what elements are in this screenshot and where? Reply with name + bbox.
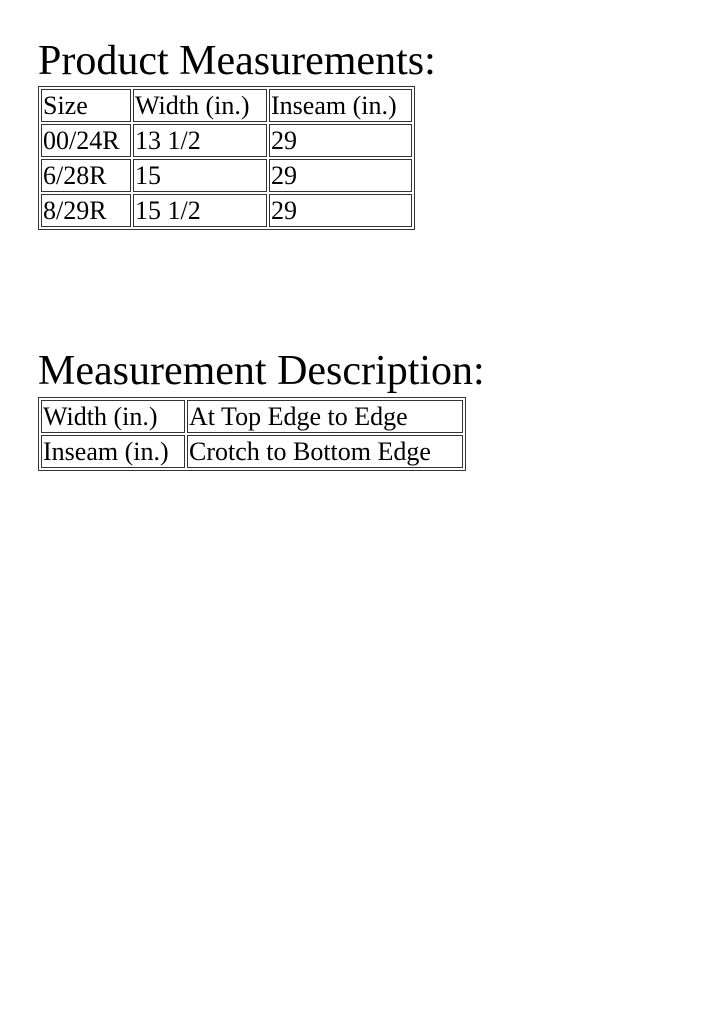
measurement-description-table (38, 397, 466, 471)
measurement-name-cell: Width (in.) (41, 400, 185, 433)
product-measurements-table (38, 86, 415, 230)
size-cell: 6/28R (41, 159, 131, 192)
measurement-definition-cell: At Top Edge to Edge (187, 400, 463, 433)
width-cell: 13 1/2 (133, 124, 267, 157)
inseam-cell: 29 (269, 124, 412, 157)
size-cell: 8/29R (41, 194, 131, 227)
measurement-name-cell: Inseam (in.) (41, 435, 185, 468)
inseam-cell: 29 (269, 159, 412, 192)
size-cell: 00/24R (41, 124, 131, 157)
column-header-size: Size (41, 89, 131, 122)
column-header-inseam: Inseam (in.) (269, 89, 412, 122)
table-row (41, 194, 412, 227)
column-header-width: Width (in.) (133, 89, 267, 122)
measurement-definition-cell: Crotch to Bottom Edge (187, 435, 463, 468)
width-cell: 15 1/2 (133, 194, 267, 227)
table-row (41, 124, 412, 157)
measurement-description-heading: Measurement Description: (38, 348, 485, 394)
table-row (41, 159, 412, 192)
table-row (41, 400, 463, 433)
product-measurements-heading: Product Measurements: (38, 38, 436, 84)
inseam-cell: 29 (269, 194, 412, 227)
table-header-row (41, 89, 412, 122)
width-cell: 15 (133, 159, 267, 192)
table-row (41, 435, 463, 468)
